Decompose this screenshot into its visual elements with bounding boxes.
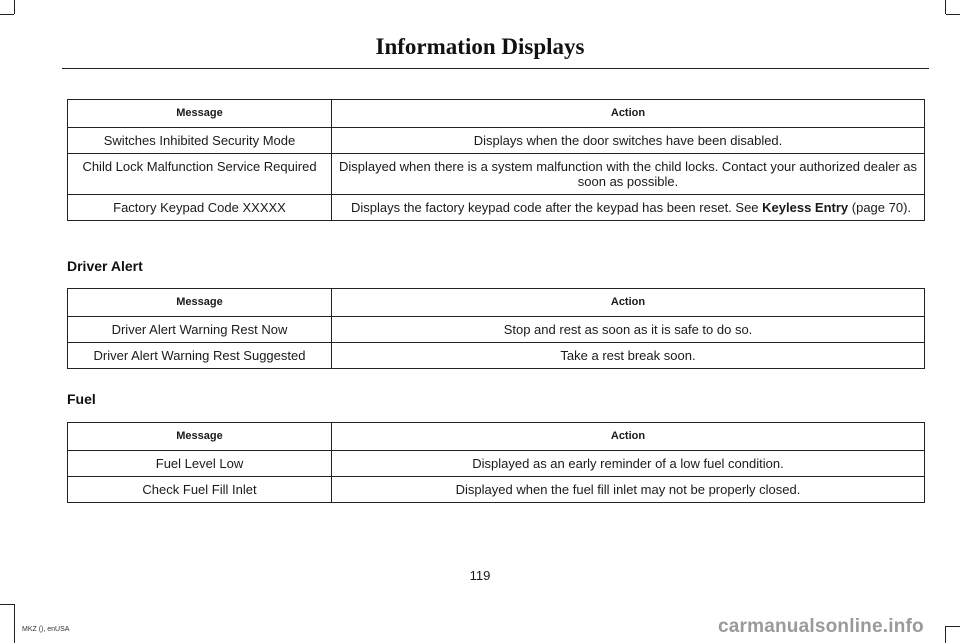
action-cell bbox=[332, 195, 925, 221]
table-row bbox=[68, 317, 925, 343]
crop-mark bbox=[0, 14, 14, 15]
title-divider bbox=[62, 68, 929, 69]
action-cell: Displays when the door switches have been disabled. bbox=[332, 128, 925, 154]
action-text: Displays the factory keypad code after the keypad has been reset. See bbox=[350, 200, 763, 215]
crop-mark bbox=[946, 626, 960, 627]
column-header-message: Message bbox=[68, 289, 332, 317]
driver-alert-table bbox=[67, 288, 925, 369]
edition-label: MKZ (), enUSA bbox=[22, 626, 70, 633]
message-cell: Check Fuel Fill Inlet bbox=[68, 477, 332, 503]
action-cell: Stop and rest as soon as it is safe to do so. bbox=[332, 317, 925, 343]
table-row bbox=[68, 477, 925, 503]
column-header-message: Message bbox=[68, 423, 332, 451]
page-title: Information Displays bbox=[375, 34, 585, 59]
crop-mark bbox=[0, 604, 14, 605]
table-header-row bbox=[68, 289, 925, 317]
watermark: carmanualsonline.info bbox=[718, 616, 924, 637]
column-header-action: Action bbox=[332, 100, 925, 128]
action-cell: Displayed as an early reminder of a low fuel condition. bbox=[332, 451, 925, 477]
action-cell: Take a rest break soon. bbox=[332, 343, 925, 369]
table-row bbox=[68, 154, 925, 195]
message-cell: Child Lock Malfunction Service Required bbox=[68, 154, 332, 195]
table-header-row bbox=[68, 100, 925, 128]
message-cell: Driver Alert Warning Rest Now bbox=[68, 317, 332, 343]
action-cell: Displayed when there is a system malfunction with the child locks. Contact your authorized dealer as soon as possible. bbox=[332, 154, 925, 195]
column-header-action: Action bbox=[332, 289, 925, 317]
column-header-action: Action bbox=[332, 423, 925, 451]
table-row bbox=[68, 195, 925, 221]
section-heading-fuel: Fuel bbox=[67, 391, 96, 407]
table-row bbox=[68, 451, 925, 477]
column-header-message: Message bbox=[68, 100, 332, 128]
table-header-row bbox=[68, 423, 925, 451]
table-row bbox=[68, 343, 925, 369]
table-row bbox=[68, 128, 925, 154]
message-cell: Factory Keypad Code XXXXX bbox=[68, 195, 332, 221]
action-cell: Displayed when the fuel fill inlet may not be properly closed. bbox=[332, 477, 925, 503]
message-cell: Fuel Level Low bbox=[68, 451, 332, 477]
page-number: 119 bbox=[469, 568, 491, 583]
messages-table bbox=[67, 99, 925, 221]
crop-mark bbox=[14, 604, 15, 643]
message-cell: Switches Inhibited Security Mode bbox=[68, 128, 332, 154]
fuel-table bbox=[67, 422, 925, 503]
section-heading-driver-alert: Driver Alert bbox=[67, 258, 143, 274]
crop-mark bbox=[945, 0, 946, 14]
action-text: (page 70). bbox=[848, 200, 912, 215]
crop-mark bbox=[946, 14, 960, 15]
cross-reference-link[interactable]: Keyless Entry bbox=[762, 200, 849, 215]
crop-mark bbox=[945, 626, 946, 643]
message-cell: Driver Alert Warning Rest Suggested bbox=[68, 343, 332, 369]
crop-mark bbox=[14, 0, 15, 14]
